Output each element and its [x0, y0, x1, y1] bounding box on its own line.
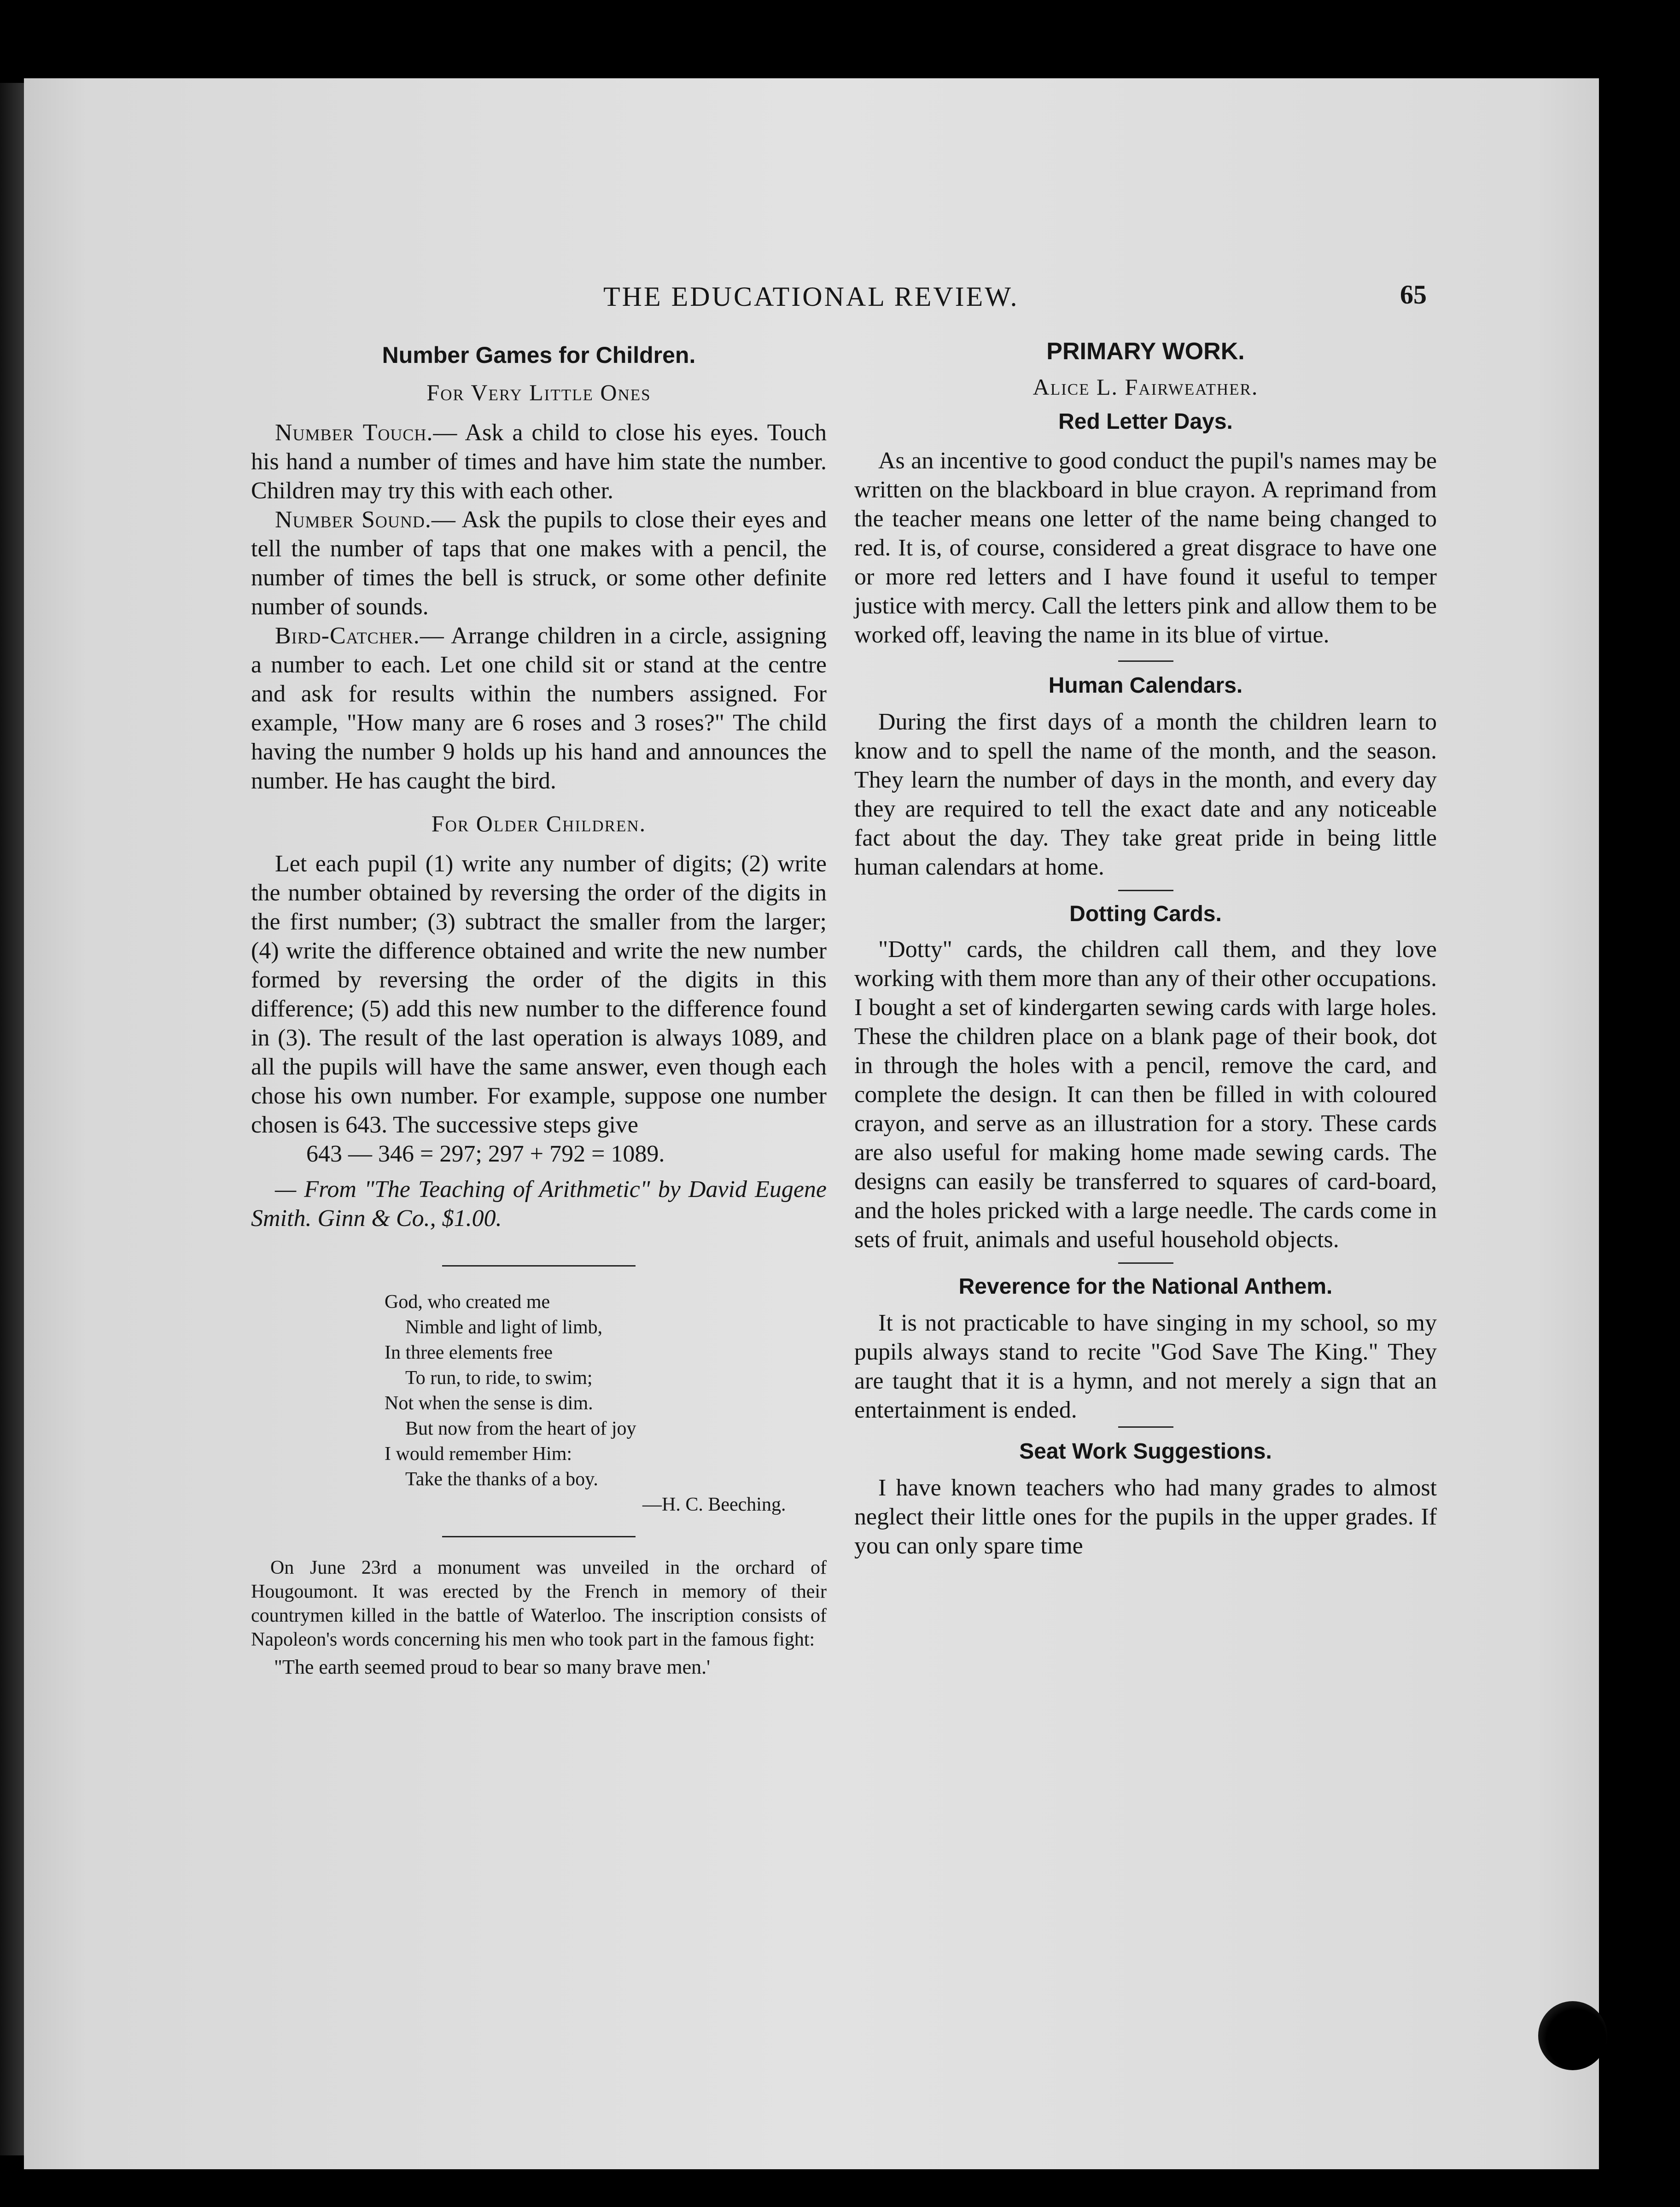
number-touch-text: Ask a child to close his eyes. Touch his hand a number of times and have him state the number. Children may try this with each other. [251, 420, 827, 504]
heading-red-letter-days: Red Letter Days. [1058, 409, 1233, 434]
heading-human-calendars: Human Calendars. [1048, 673, 1243, 698]
heading-national-anthem: Reverence for the National Anthem. [958, 1274, 1333, 1299]
ink-blot-mark [1538, 2001, 1607, 2070]
paragraph-red-letter-days: As an incentive to good conduct the pupil's names may be written on the blackboard in blue crayon. A reprimand from the teacher means one letter of the name being changed to red. It is, of course, considered a great disgrace to have one or more red letters and I have found it useful to temper justice with mercy. Call the letters pink and allow them to be worked off, leaving the name in its blue of virtue. [854, 448, 1437, 648]
running-header [0, 276, 1680, 318]
paragraph-seat-work: I have known teachers who had many grades to almost neglect their little ones for the pupils in the upper grades. If you can only spare time [854, 1475, 1437, 1559]
bird-catcher-text: Arrange children in a circle, assigning a number to each. Let one child sit or stand at the centre and ask for results within the numbers assigned. For example, "How many are 6 roses and 3 roses?" The child having the number 9 holds up his hand and announces the number. He has caught the bird. [251, 623, 827, 794]
poem-attribution: —H. C. Beeching. [642, 1494, 786, 1515]
paragraph-national-anthem: It is not practicable to have singing in my school, so my pupils always stand to recite "God Save The King." They are taught that it is a hymn, and not merely a sign that an entertainment is ended. [854, 1310, 1437, 1423]
term-number-touch: Number Touch.— [275, 420, 458, 446]
monument-item [251, 1556, 827, 1679]
journal-title: THE EDUCATIONAL REVIEW. [603, 281, 1019, 312]
heading-seat-work: Seat Work Suggestions. [1019, 1439, 1272, 1464]
left-column [251, 341, 827, 1679]
paragraph-bird-catcher [251, 621, 827, 795]
poem-line: God, who created me [385, 1291, 550, 1313]
poem-line: Not when the sense is dim. [385, 1393, 593, 1414]
term-number-sound: Number Sound.— [275, 507, 456, 533]
paragraph-older-children: Let each pupil (1) write any number of digits; (2) write the number obtained by reversing the order of the digits in the first number; (3) subtract the smaller from the larger; (4) write the difference obtained and write the new number formed by reversing the order of the digits in this difference; (5) add this new number to the difference found in (3). The result of the last operation is always 1089, and all the pupils will have the same answer, even though each chose his own number. For example, suppose one number chosen is 643. The successive steps give [251, 851, 827, 1138]
page-number: 65 [1400, 280, 1427, 309]
poem-line: To run, to ride, to swim; [405, 1367, 593, 1389]
book-spine-shadow [0, 83, 28, 2155]
poem-line: But now from the heart of joy [405, 1418, 636, 1439]
divider [442, 1536, 636, 1537]
poem-line: In three elements free [385, 1342, 553, 1363]
poem-line: Take the thanks of a boy. [405, 1469, 598, 1490]
source-citation: — From "The Teaching of Arithmetic" by David Eugene Smith. Ginn & Co., $1.00. [251, 1176, 827, 1232]
poem-line: Nimble and light of limb, [405, 1317, 603, 1338]
equation: 643 — 346 = 297; 297 + 792 = 1089. [306, 1141, 665, 1167]
divider [442, 1265, 636, 1267]
divider [1118, 1262, 1173, 1264]
napoleon-quote: "The earth seemed proud to bear so many brave men.' [274, 1656, 711, 1678]
paragraph-dotting-cards: "Dotty" cards, the children call them, and they love working with them more than any of their other occupations. I bought a set of kindergarten sewing cards with large holes. These the children place on a blank page of their book, dot in through the holes with a pencil, remove the card, and complete the design. It can then be filled in with coloured crayon, and serve as an illustration for a story. These cards are also useful for making home made sewing cards. The designs can easily be transferred to squares of card-board, and the holes pricked with a large needle. The cards come in sets of fruit, animals and useful household objects. [854, 936, 1437, 1253]
term-bird-catcher: Bird-Catcher.— [275, 623, 444, 649]
right-column [854, 337, 1437, 1560]
subheading-older-children: For Older Children. [431, 811, 647, 836]
paragraph-human-calendars: During the first days of a month the children learn to know and to spell the name of the month, and the season. They learn the number of days in the month, and every day they are required to tell the exact date and any noticeable fact about the day. They take great pride in being little human calendars at home. [854, 709, 1437, 880]
poem-line: I would remember Him: [385, 1443, 572, 1465]
paragraph-number-sound [251, 505, 827, 621]
article-heading-number-games: Number Games for Children. [382, 342, 696, 368]
divider [1118, 660, 1173, 662]
subheading-very-little-ones: For Very Little Ones [426, 380, 651, 405]
poem [385, 1290, 827, 1518]
divider [1118, 1426, 1173, 1428]
section-heading-primary-work: PRIMARY WORK. [1046, 338, 1245, 365]
number-sound-text: Ask the pupils to close their eyes and tell the number of taps that one makes with a pencil, the number of times the bell is struck, or some other definite number of sounds. [251, 507, 827, 620]
monument-paragraph: On June 23rd a monument was unveiled in the orchard of Hougoumont. It was erected by the French in memory of their countrymen killed in the battle of Waterloo. The inscription consists of Napoleon's words concerning his men who took part in the famous fight: [251, 1557, 827, 1650]
paragraph-number-touch [251, 418, 827, 505]
author-byline: Alice L. Fairweather. [1032, 374, 1259, 400]
divider [1118, 890, 1173, 891]
heading-dotting-cards: Dotting Cards. [1069, 902, 1222, 926]
